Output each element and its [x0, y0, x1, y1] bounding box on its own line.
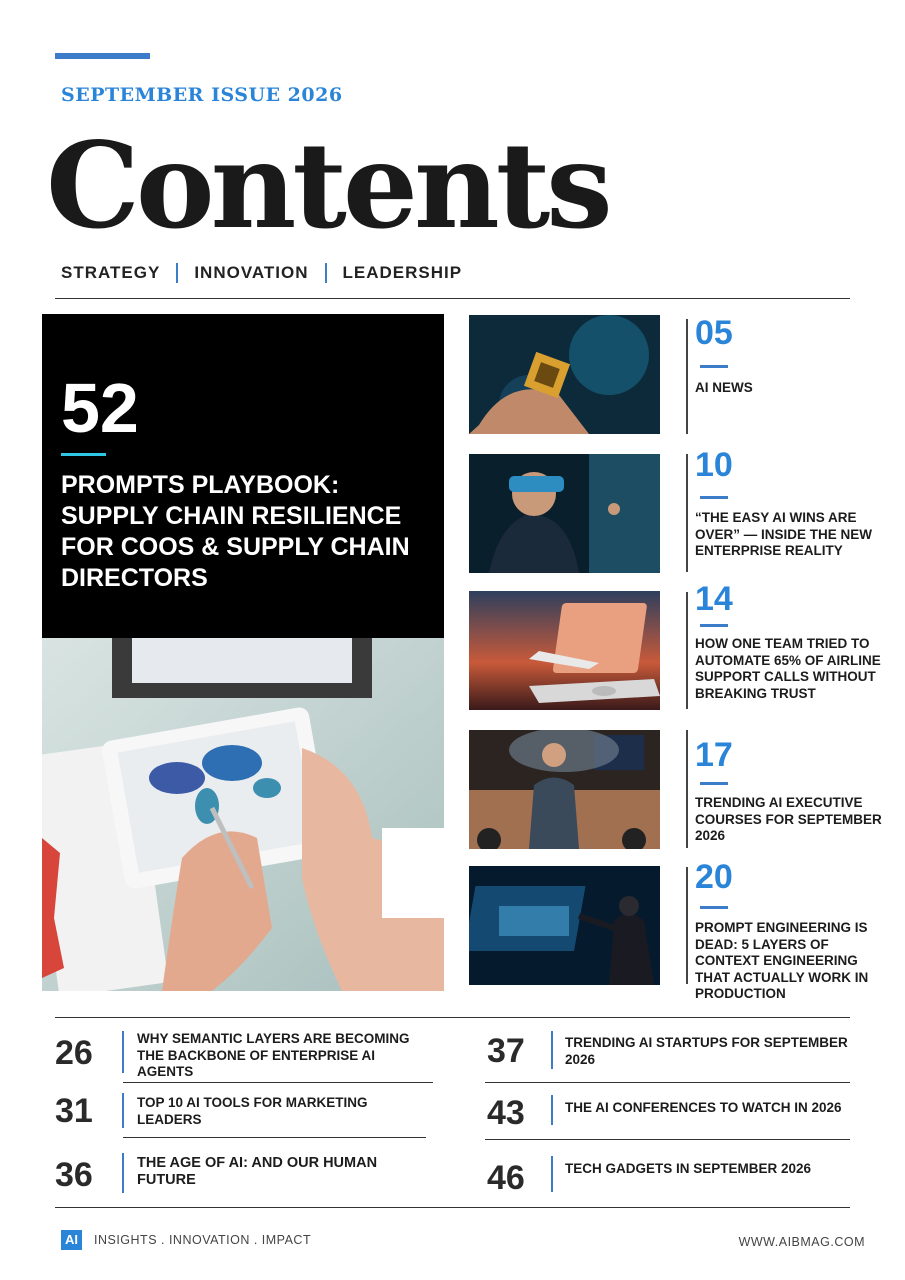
- feature-accent-bar: [61, 453, 106, 456]
- item-divider: [686, 592, 688, 709]
- category-divider: [325, 263, 327, 283]
- list-item-divider: [122, 1031, 124, 1073]
- item-divider: [686, 454, 688, 572]
- item-accent: [700, 365, 728, 368]
- thumb-vr-headset[interactable]: [469, 454, 660, 573]
- list-item-divider: [551, 1095, 553, 1125]
- list-item-title[interactable]: THE AGE OF AI: AND OUR HUMAN FUTURE: [137, 1155, 378, 1188]
- list-item-divider: [122, 1153, 124, 1193]
- category-leadership: LEADERSHIP: [342, 263, 463, 282]
- header-divider: [55, 298, 850, 299]
- thumb-ai-chip[interactable]: [469, 315, 660, 434]
- item-title[interactable]: HOW ONE TEAM TRIED TO AUTOMATE 65% OF AIRLINE SUPPORT CALLS WITHOUT BREAKING TRUST: [695, 636, 881, 701]
- list-divider: [485, 1082, 850, 1083]
- brand-logo: AI: [61, 1230, 82, 1250]
- list-divider: [485, 1139, 850, 1140]
- list-divider: [123, 1137, 426, 1138]
- list-divider: [55, 1017, 850, 1018]
- item-title[interactable]: TRENDING AI EXECUTIVE COURSES FOR SEPTEMBER 2026: [695, 795, 882, 843]
- list-item-divider: [122, 1093, 124, 1128]
- item-page-number: 17: [695, 736, 733, 774]
- item-page-number: 14: [695, 580, 733, 618]
- list-item-title[interactable]: THE AI CONFERENCES TO WATCH IN 2026: [565, 1100, 842, 1115]
- item-divider: [686, 730, 688, 848]
- list-page-number: 46: [487, 1159, 525, 1197]
- list-item-title[interactable]: TECH GADGETS IN SEPTEMBER 2026: [565, 1161, 812, 1176]
- list-item-divider: [551, 1031, 553, 1069]
- list-item-title[interactable]: TOP 10 AI TOOLS FOR MARKETING LEADERS: [137, 1095, 368, 1127]
- issue-label: SEPTEMBER ISSUE 2026: [61, 84, 343, 106]
- item-title[interactable]: “THE EASY AI WINS ARE OVER” — INSIDE THE NEW ENTERPRISE REALITY: [695, 510, 873, 558]
- top-accent-rule: [55, 53, 150, 59]
- list-item-title[interactable]: WHY SEMANTIC LAYERS ARE BECOMING THE BACKBONE OF ENTERPRISE AI AGENTS: [137, 1031, 410, 1079]
- item-accent: [700, 624, 728, 627]
- item-page-number: 05: [695, 314, 733, 352]
- feature-tablet-map-image: [42, 638, 444, 991]
- feature-page-number: 52: [61, 369, 139, 447]
- item-title[interactable]: PROMPT ENGINEERING IS DEAD: 5 LAYERS OF CONTEXT ENGINEERING THAT ACTUALLY WORK IN PRODUCTION: [695, 920, 869, 1001]
- thumb-holographic-interface[interactable]: [469, 866, 660, 985]
- list-item-title[interactable]: TRENDING AI STARTUPS FOR SEPTEMBER 2026: [565, 1035, 848, 1067]
- list-divider: [123, 1082, 433, 1083]
- footer-website-link[interactable]: WWW.AIBMAG.COM: [738, 1235, 865, 1249]
- item-accent: [700, 496, 728, 499]
- item-divider: [686, 319, 688, 434]
- footer-divider: [55, 1207, 850, 1208]
- list-item-divider: [551, 1156, 553, 1192]
- item-accent: [700, 906, 728, 909]
- thumb-airplane-laptop[interactable]: [469, 591, 660, 710]
- list-page-number: 36: [55, 1156, 93, 1194]
- item-divider: [686, 867, 688, 984]
- list-page-number: 37: [487, 1032, 525, 1070]
- category-strategy: STRATEGY: [61, 263, 161, 282]
- item-page-number: 20: [695, 858, 733, 896]
- thumb-presenter[interactable]: [469, 730, 660, 849]
- category-innovation: INNOVATION: [194, 263, 309, 282]
- feature-title[interactable]: PROMPTS PLAYBOOK: SUPPLY CHAIN RESILIENCE FOR COOS & SUPPLY CHAIN DIRECTORS: [61, 471, 410, 592]
- page-title: Contents: [46, 116, 609, 255]
- list-page-number: 31: [55, 1092, 93, 1130]
- list-page-number: 26: [55, 1034, 93, 1072]
- item-title[interactable]: AI NEWS: [695, 380, 753, 395]
- category-bar: [61, 263, 462, 283]
- list-page-number: 43: [487, 1094, 525, 1132]
- category-divider: [176, 263, 178, 283]
- item-accent: [700, 782, 728, 785]
- footer-tagline: INSIGHTS . INNOVATION . IMPACT: [94, 1233, 312, 1247]
- item-page-number: 10: [695, 446, 733, 484]
